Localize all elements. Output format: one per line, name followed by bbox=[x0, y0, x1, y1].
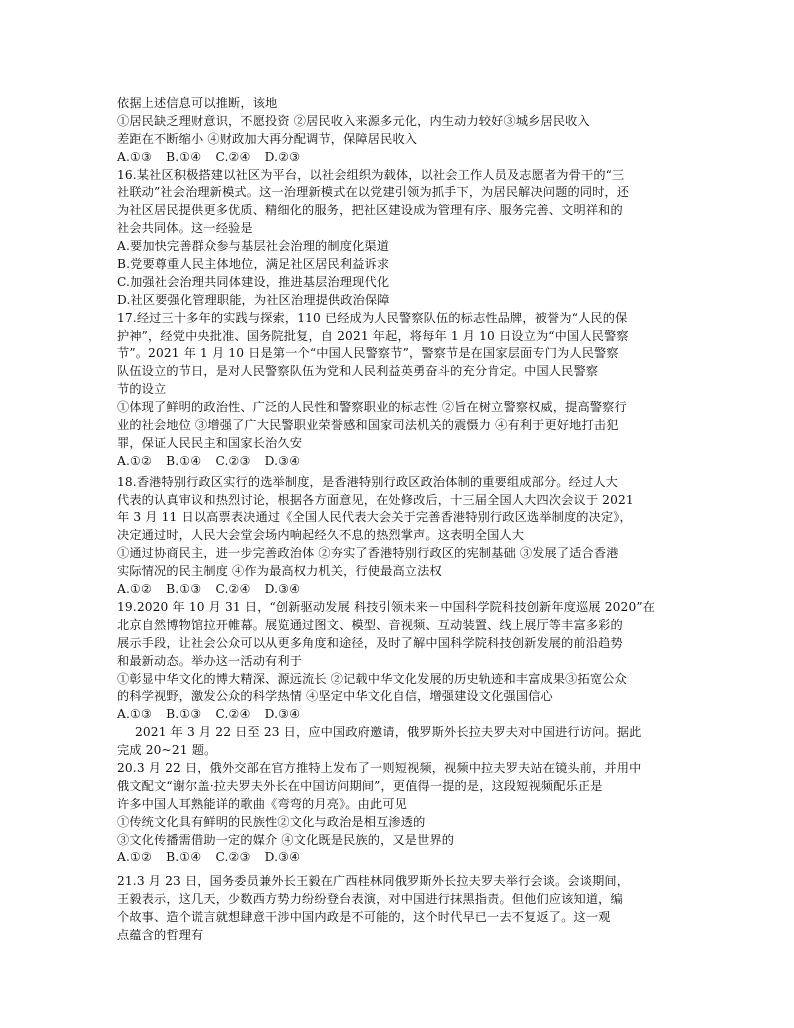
option-a: A.①③ bbox=[117, 149, 153, 164]
option-c: C.②④ bbox=[215, 582, 251, 597]
question-18-line: 18.香港特别行政区实行的选举制度，是香港特别行政区政治体制的重要组成部分。经过人大 bbox=[117, 474, 618, 489]
option-a: A.①③ bbox=[117, 707, 153, 722]
text-line: ①传统文化具有鲜明的民族性②文化与政治是相互渗透的 bbox=[117, 814, 426, 829]
question-20-line: 20.3 月 22 日，俄外交部在官方推特上发布了一则短视频，视频中拉夫罗夫站在镜头前，并用中 bbox=[117, 760, 642, 775]
option-a: A.①② bbox=[117, 850, 153, 865]
text-line: 差距在不断缩小 ④财政加大再分配调节，保障居民收入 bbox=[117, 131, 418, 146]
text-line: 实际情况的民主制度 ④作为最高权力机关，行使最高立法权 bbox=[117, 564, 442, 579]
text-line: ①居民缺乏理财意识，不愿投资 ②居民收入来源多元化，内生动力较好③城乡居民收入 bbox=[117, 113, 590, 128]
option-d: D.③④ bbox=[264, 850, 301, 865]
choice-b: B.党要尊重人民主体地位，满足社区居民利益诉求 bbox=[117, 257, 390, 272]
answer-options bbox=[117, 849, 677, 867]
answer-options bbox=[117, 149, 677, 167]
option-c: C.②③ bbox=[215, 850, 251, 865]
text-line: 年 3 月 11 日以高票表决通过《全国人民代表大会关于完善香港特别行政区选举制度的决定》， bbox=[117, 510, 632, 525]
text-line: 队伍设立的节日，是对人民警察队伍为党和人民利益英勇奋斗的充分肯定。中国人民警察 bbox=[117, 364, 599, 379]
text-line: 依据上述信息可以推断，该地 bbox=[117, 96, 278, 110]
text-line: 罪，保证人民民主和国家长治久安 bbox=[117, 435, 303, 450]
question-21-line: 21.3 月 23 日，国务委员兼外长王毅在广西桂林同俄罗斯外长拉夫罗夫举行会谈。会谈期间， bbox=[117, 874, 630, 889]
text-line: ③文化传播需借助一定的媒介 ④文化既是民族的，又是世界的 bbox=[117, 832, 455, 847]
text-line: 北京自然博物馆拉开帷幕。展览通过图文、模型、音视频、互动装置、线上展厅等丰富多彩的 bbox=[117, 617, 623, 632]
option-d: D.③④ bbox=[264, 582, 301, 597]
text-line: ①体现了鲜明的政治性、广泛的人民性和警察职业的标志性 ②旨在树立警察权威，提高警察行 bbox=[117, 400, 627, 415]
question-19-line: 19.2020 年 10 月 31 日，“创新驱动发展 科技引领未来－中国科学院科技创新年度巡展 2020”在 bbox=[117, 599, 656, 614]
choice-c: C.加强社会治理共同体建设，推进基层治理现代化 bbox=[117, 274, 390, 289]
text-line: 护神”，经党中央批准、国务院批复，自 2021 年起，将每年 1 月 10 日设立为“中国人民警察 bbox=[117, 328, 629, 343]
choice-d: D.社区要强化管理职能，为社区治理提供政治保障 bbox=[117, 292, 390, 307]
text-line: ①通过协商民主，进一步完善政治体 ②夯实了香港特别行政区的宪制基础 ③发展了适合香港 bbox=[117, 546, 619, 561]
answer-options bbox=[117, 706, 677, 724]
option-c: C.②④ bbox=[215, 707, 251, 722]
question-16-line: 16.某社区积极搭建以社区为平台，以社会组织为载体，以社会工作人员及志愿者为骨干的“三 bbox=[117, 167, 625, 182]
option-b: B.①④ bbox=[166, 850, 202, 865]
text-line: 社会共同体。这一经验是 bbox=[117, 221, 253, 236]
option-b: B.①③ bbox=[166, 707, 202, 722]
text-line: 王毅表示，这几天，少数西方势力纷纷登台表演，对中国进行抹黑指责。但他们应该知道，编 bbox=[117, 892, 623, 907]
option-d: D.②③ bbox=[264, 149, 301, 164]
option-b: B.①③ bbox=[166, 582, 202, 597]
text-line: 为社区居民提供更多优质、精细化的服务，把社区建设成为管理有序、服务完善、文明祥和的 bbox=[117, 203, 623, 218]
text-line: 决定通过时，人民大会堂会场内响起经久不息的热烈掌声。这表明全国人大 bbox=[117, 528, 525, 543]
text-line: 完成 20~21 题。 bbox=[117, 743, 217, 758]
text-line: 俄文配文“谢尔盖·拉夫罗夫外长在中国访问期间”，更值得一提的是，这段短视频配乐正是 bbox=[117, 778, 603, 793]
exam-page bbox=[117, 95, 677, 945]
text-line: 展示手段，让社会公众可以从更多角度和途径，及时了解中国科学院科技创新发展的前沿趋势 bbox=[117, 635, 623, 650]
text-line: ①彰显中华文化的博大精深、源远流长 ②记载中华文化发展的历史轨迹和丰富成果③拓宽公众 bbox=[117, 671, 627, 686]
option-c: C.②③ bbox=[215, 453, 251, 468]
text-line: 许多中国人耳熟能详的歌曲《弯弯的月亮》。由此可见 bbox=[117, 796, 407, 811]
passage-intro: 2021 年 3 月 22 日至 23 日，应中国政府邀请，俄罗斯外长拉夫罗夫对中国进行访问。据此 bbox=[135, 725, 642, 740]
text-line: 节的设立 bbox=[117, 382, 167, 397]
text-line: 代表的认真审议和热烈讨论，根据各方面意见，在处修改后，十三届全国人大四次会议于 2021 bbox=[117, 492, 634, 507]
text-line: 个故事、造个谎言就想肆意干涉中国内政是不可能的，这个时代早已一去不复返了。这一观 bbox=[117, 910, 611, 925]
text-line: 的科学视野，激发公众的科学热情 ④坚定中华文化自信，增强建设文化强国信心 bbox=[117, 689, 553, 704]
option-b: B.①④ bbox=[166, 149, 202, 164]
option-a: A.①② bbox=[117, 453, 153, 468]
option-b: B.①④ bbox=[166, 453, 202, 468]
text-line: 点蕴含的哲理有 bbox=[117, 927, 204, 942]
text-line: 和最新动态。举办这一活动有利于 bbox=[117, 653, 303, 668]
option-a: A.①② bbox=[117, 582, 153, 597]
question-17-line: 17.经过三十多年的实践与探索，110 已经成为人民警察队伍的标志性品牌，被誉为“人民的保 bbox=[117, 310, 628, 325]
choice-a: A.要加快完善群众参与基层社会治理的制度化渠道 bbox=[117, 239, 390, 254]
option-d: D.③④ bbox=[264, 707, 301, 722]
option-d: D.③④ bbox=[264, 453, 301, 468]
text-line: 业的社会地位 ③增强了广大民警职业荣誉感和国家司法机关的震慑力 ④有利于更好地打击犯 bbox=[117, 418, 619, 433]
answer-options bbox=[117, 453, 677, 471]
text-line: 节”。2021 年 1 月 10 日是第一个“中国人民警察节”，警察节是在国家层面专门为人民警察 bbox=[117, 346, 619, 361]
text-line: 社联动”社会治理新模式。这一治理新模式在以党建引领为抓手下，为居民解决问题的同时，还 bbox=[117, 185, 630, 200]
option-c: C.②④ bbox=[215, 149, 251, 164]
answer-options bbox=[117, 581, 677, 599]
